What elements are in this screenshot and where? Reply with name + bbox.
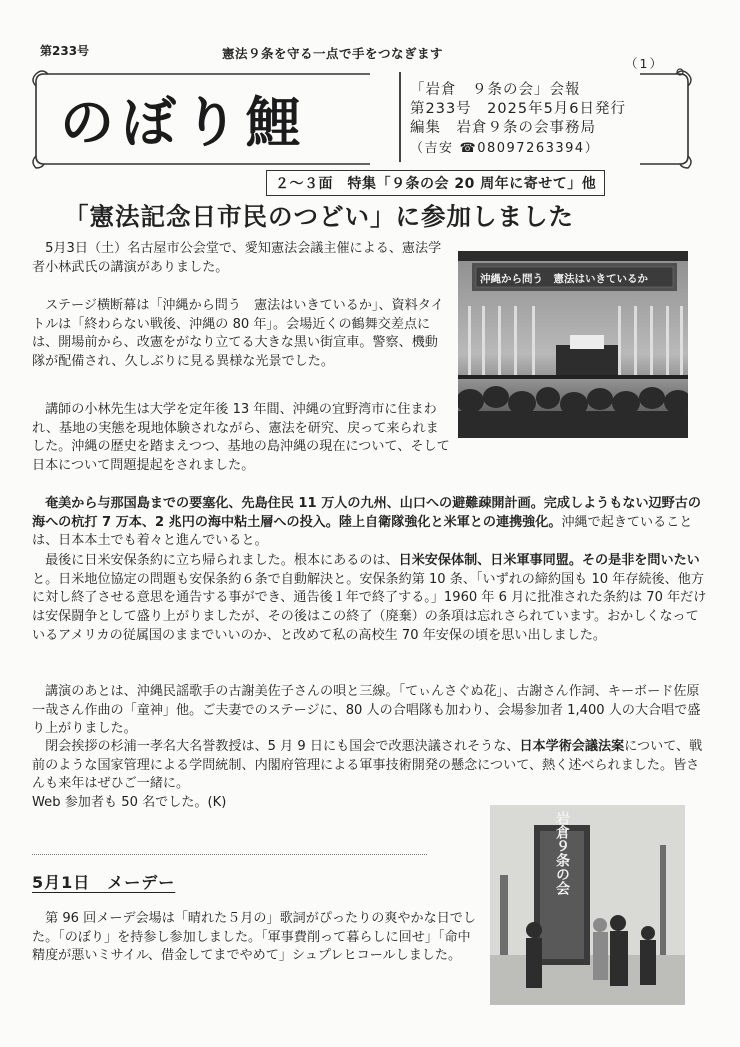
masthead-divider (399, 72, 401, 162)
article-paragraph-1: 5月3日（土）名古屋市公会堂で、愛知憲法会議主催による、憲法学者小林武氏の講演がありました。 (32, 241, 442, 275)
article-paragraph-4-rest: 沖縄で起きていることは、日本本土でも着々と進んでいると。 (32, 514, 693, 549)
article-paragraph-7-b: について、戦前のような国家管理による学問統制、内閣府管理による軍事技術開発の懸念について、熱く述べられました。皆さんも来年はぜひご一緒に。 (32, 739, 703, 792)
editor: 編集 岩倉９条の会事務局 (410, 120, 596, 136)
article-paragraph-2: ステージ横断幕は「沖縄から問う 憲法はいきているか」、資料タイトルは「終わらない戦後、沖縄の 80 年」。会場近くの鶴舞交差点には、開場前から、改憲をがなり立てる大きな黒い街宣車。警察、機動隊が配備され、久しぶりに見る異様な光景でした。 (32, 298, 444, 370)
mayday-heading: 5月1日 メーデー (32, 873, 176, 892)
article-headline: 「憲法記念日市民のつどい」に参加しました (64, 202, 574, 231)
article-paragraph-7-bold: 日本学術会議法案 (519, 739, 625, 754)
masthead-title: のぼり鯉 (60, 90, 308, 154)
article-paragraph-7 (32, 738, 710, 813)
article-paragraph-4 (32, 495, 710, 551)
mayday-paragraph: 第 96 回メーデ会場は「晴れた５月の」歌詞がぴったりの爽やかな日でした。「のぼり」を持参し参加しました。「軍事費削って暮らしに回せ」「命中精度が悪いミサイル、借金してまでやめて」シュプレヒコールしました。 (32, 911, 476, 964)
article-paragraph-5 (32, 552, 710, 646)
article-paragraph-6: 講演のあとは、沖縄民謡歌手の古謝美佐子さんの唄と三線。「てぃんさぐぬ花」、古謝さん作詞、キーボード佐原一哉さん作曲の「童神」他。ご夫妻でのステージに、80 人の合唱隊も加わり、会場参加者 1,400 人の大合唱で盛り上がりました。 (32, 684, 701, 737)
article-paragraph-7-a: 閉会挨拶の杉浦一孝名大名誉教授は、5 月 9 日にも国会で改悪決議されそうな、 (45, 739, 520, 754)
mayday-banner-text: 岩倉９条の会 (554, 811, 570, 895)
issue-number: 第233号 (40, 44, 90, 58)
article-paragraph-5-bold: 日米安保体制、日米軍事同盟。その是非を問いたい (398, 553, 700, 568)
phone-icon: ☎ (459, 141, 478, 156)
slogan: 憲法９条を守る一点で手をつなぎます (222, 46, 444, 61)
article-paragraph-5-a: 最後に日米安保条約に立ち帰られました。根本にあるのは、 (45, 553, 399, 568)
masthead-scroll-right (640, 64, 700, 169)
issue-date: 第233号 2025年5月6日発行 (410, 101, 627, 117)
contact (410, 137, 599, 156)
section-divider (32, 854, 427, 855)
article-paragraph-3-text: 講師の小林先生は大学を定年後 13 年間、沖縄の宜野湾市に住まわれ、基地の実態を現地体験されながら、憲法を研究、戻って来られました。沖縄の歴史を踏まえつつ、基地の島沖縄の現在について、そして日本について問題提起をされました。 (32, 402, 450, 474)
contact-name: （吉安 (410, 141, 454, 156)
stage-banner-text: 沖縄から問う 憲法はいきているか (480, 273, 648, 285)
mayday-banner-photo (490, 805, 685, 1005)
page-number: （1） (625, 56, 664, 71)
newsletter-name: 「岩倉 ９条の会」会報 (410, 82, 581, 98)
article-paragraph-3 (32, 401, 450, 476)
article-paragraph-7-c: Web 参加者も 50 名でした。(K) (32, 795, 227, 811)
feature-notice: ２～３面 特集「９条の会 20 周年に寄せて」他 (266, 170, 605, 196)
lecture-stage-photo (458, 251, 688, 438)
contact-phone: 08097263394） (477, 141, 600, 156)
article-paragraph-5-b: と。日米地位協定の問題も安保条約６条で自動解決と。安保条約第 10 条、「いずれの締約国も 10 年存続後、他方に対し終了させる意思を通告する事ができ、通告後１年で終了する。」1960 年 6 月に批准された条約は 70 年だけは安保闘争として盛り上がりましたが、その後はこの終了（廃棄）の条項は忘れさられています。おかしくなっているアメリカの従属国のままでいいのか、と改めて私の高校生 70 年安保の頃を思い出しました。 (32, 571, 707, 643)
article-paragraph-4-bold: 奄美から与那国島までの要塞化、先島住民 11 万人の九州、山口への避難疎開計画。完成しようもない辺野古の海への杭打 7 万本、2 兆円の海中粘土層への投入。陸上自衛隊強化と米軍との連携強化。 (32, 496, 701, 530)
